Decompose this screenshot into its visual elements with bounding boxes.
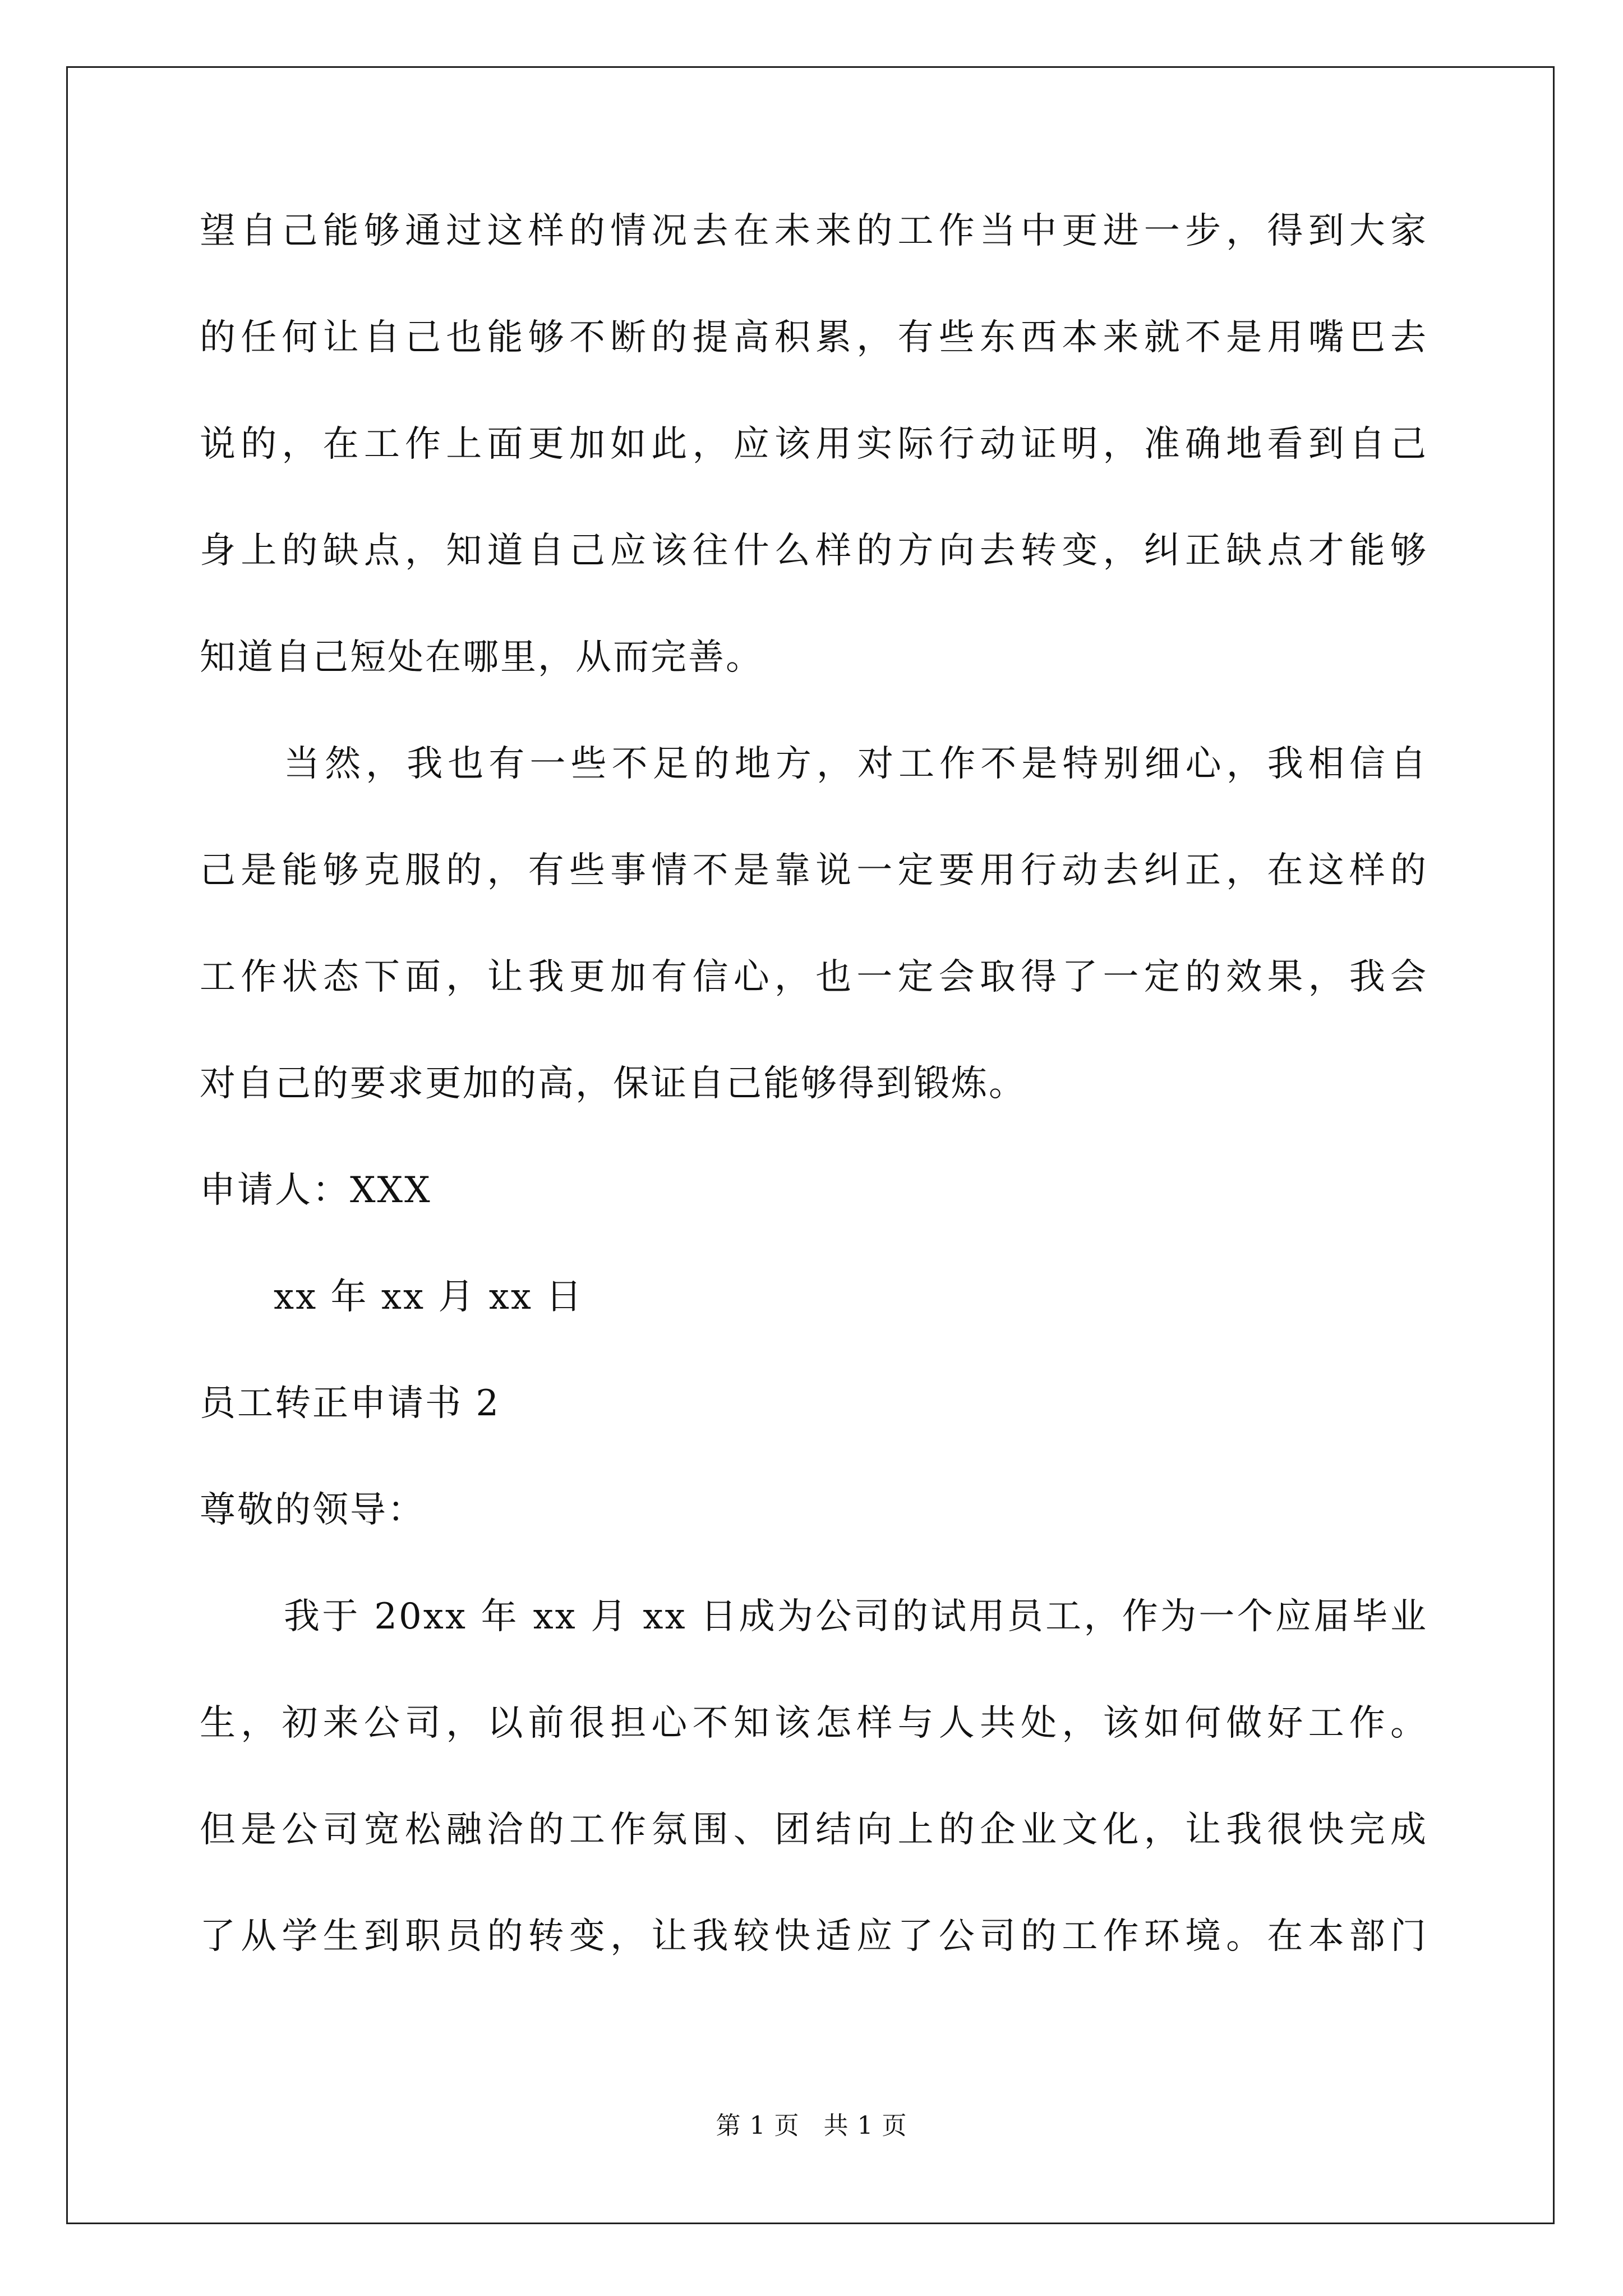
page-number-total: 共 1 页 [823, 2111, 907, 2140]
body-line: 生，初来公司，以前很担心不知该怎样与人共处，该如何做好工作。 [200, 1703, 1428, 1744]
applicant-signature: 申请人：XXX [200, 1170, 432, 1211]
body-line: 工作状态下面，让我更加有信心，也一定会取得了一定的效果，我会 [200, 956, 1428, 998]
body-line: 对自己的要求更加的高，保证自己能够得到锻炼。 [200, 1063, 1026, 1105]
body-line: 身上的缺点，知道自己应该往什么样的方向去转变，纠正缺点才能够 [200, 530, 1428, 572]
body-line: 望自己能够通过这样的情况去在未来的工作当中更进一步，得到大家 [200, 210, 1428, 252]
page-footer [0, 2111, 1623, 2140]
document-body [200, 210, 1428, 2025]
paragraph-first-line: 当然，我也有一些不足的地方，对工作不是特别细心，我相信自 [284, 743, 1428, 785]
body-line: 的任何让自己也能够不断的提高积累，有些东西本来就不是用嘴巴去 [200, 317, 1428, 358]
body-line: 己是能够克服的，有些事情不是靠说一定要用行动去纠正，在这样的 [200, 850, 1428, 891]
salutation: 尊敬的领导： [200, 1489, 425, 1531]
section-title: 员工转正申请书 2 [200, 1383, 501, 1424]
paragraph-first-line: 我于 20xx 年 xx 月 xx 日成为公司的试用员工，作为一个应届毕业 [284, 1596, 1428, 1637]
body-line: 但是公司宽松融洽的工作氛围、团结向上的企业文化，让我很快完成 [200, 1809, 1428, 1851]
body-line: 知道自己短处在哪里，从而完善。 [200, 637, 763, 678]
page-number-current: 第 1 页 [716, 2111, 800, 2140]
application-date: xx 年 xx 月 xx 日 [274, 1276, 584, 1318]
body-line: 说的，在工作上面更加如此，应该用实际行动证明，准确地看到自己 [200, 424, 1428, 465]
body-line: 了从学生到职员的转变，让我较快适应了公司的工作环境。在本部门 [200, 1916, 1428, 1957]
